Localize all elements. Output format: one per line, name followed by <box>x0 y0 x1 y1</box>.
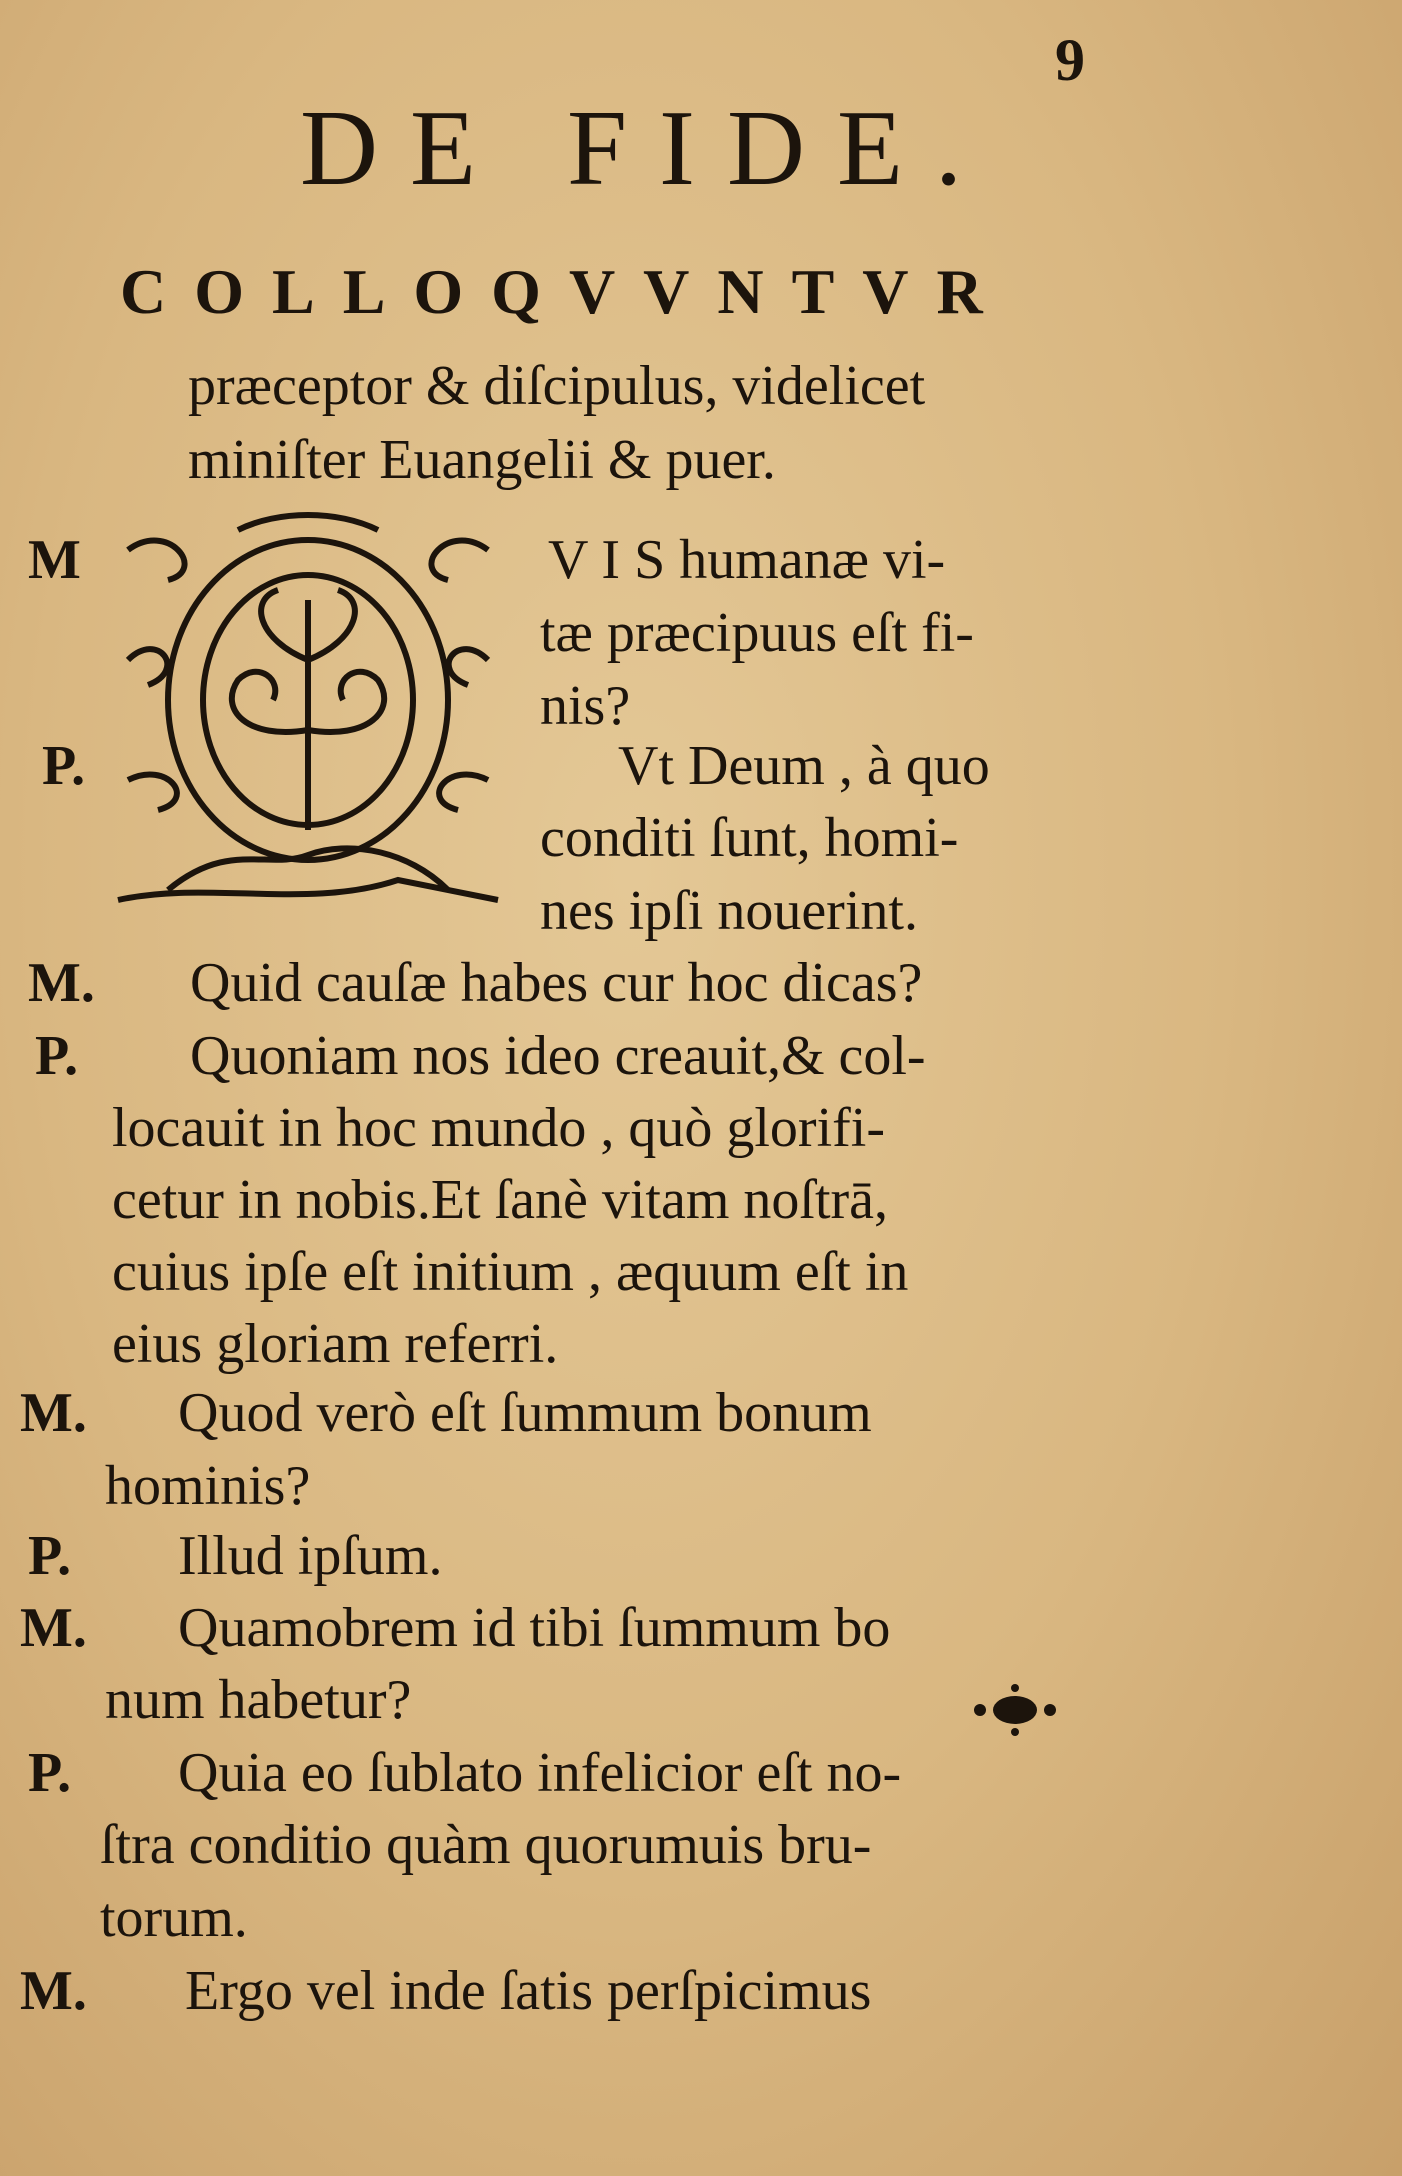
speech-line: conditi ſunt, homi- <box>540 807 959 869</box>
speaker-label: M <box>28 529 81 591</box>
speaker-label: M. <box>20 1960 87 2022</box>
speech-line: nes ipſi nouerint. <box>540 880 918 942</box>
speech-line: Vt Deum , à quo <box>618 735 990 797</box>
intro-line: præceptor & diſcipulus, videlicet <box>188 355 926 417</box>
speech-line: Illud ipſum. <box>178 1525 443 1587</box>
speaker-label: M. <box>20 1382 87 1444</box>
speech-line: num habetur? <box>105 1669 412 1731</box>
speech-line: nis? <box>540 675 631 737</box>
speech-line: eius gloriam referri. <box>112 1313 559 1375</box>
page-number: 9 <box>1055 27 1085 93</box>
colloquuntur-heading: COLLOQVVNTVR <box>120 256 1011 327</box>
running-head: DE FIDE. <box>300 89 994 208</box>
speech-line: locauit in hoc mundo , quò glorifi- <box>112 1097 885 1159</box>
speech-line: torum. <box>100 1887 248 1949</box>
speech-line: hominis? <box>105 1455 311 1517</box>
speaker-label: P. <box>28 1742 72 1804</box>
speaker-label: P. <box>35 1025 79 1087</box>
speech-line: ſtra conditio quàm quorumuis bru- <box>100 1814 872 1876</box>
speech-line: Quia eo ſublato infelicior eſt no- <box>178 1742 902 1804</box>
speech-line: cetur in nobis.Et ſanè vitam noſtrā, <box>112 1169 889 1231</box>
speech-line: Quod verò eſt ſummum bonum <box>178 1382 872 1444</box>
speech-line: cuius ipſe eſt initium , æquum eſt in <box>112 1241 909 1303</box>
speaker-label: M. <box>20 1597 87 1659</box>
speech-line: V I S humanæ vi- <box>548 529 946 591</box>
speaker-label: M. <box>28 952 95 1014</box>
speech-line: Quid cauſæ habes cur hoc dicas? <box>190 952 923 1014</box>
speech-line: Quoniam nos ideo creauit,& col- <box>190 1025 926 1087</box>
speaker-label: P. <box>42 735 86 797</box>
speech-line: Quamobrem id tibi ſummum bo <box>178 1597 891 1659</box>
decorated-initial-q-icon <box>108 510 508 920</box>
speaker-label: P. <box>28 1525 72 1587</box>
speech-line: tæ præcipuus eſt fi- <box>540 602 974 664</box>
intro-line: miniſter Euangelii & puer. <box>188 429 776 491</box>
ornament-icon <box>960 1680 1070 1740</box>
speech-line: Ergo vel inde ſatis perſpicimus <box>185 1960 872 2022</box>
